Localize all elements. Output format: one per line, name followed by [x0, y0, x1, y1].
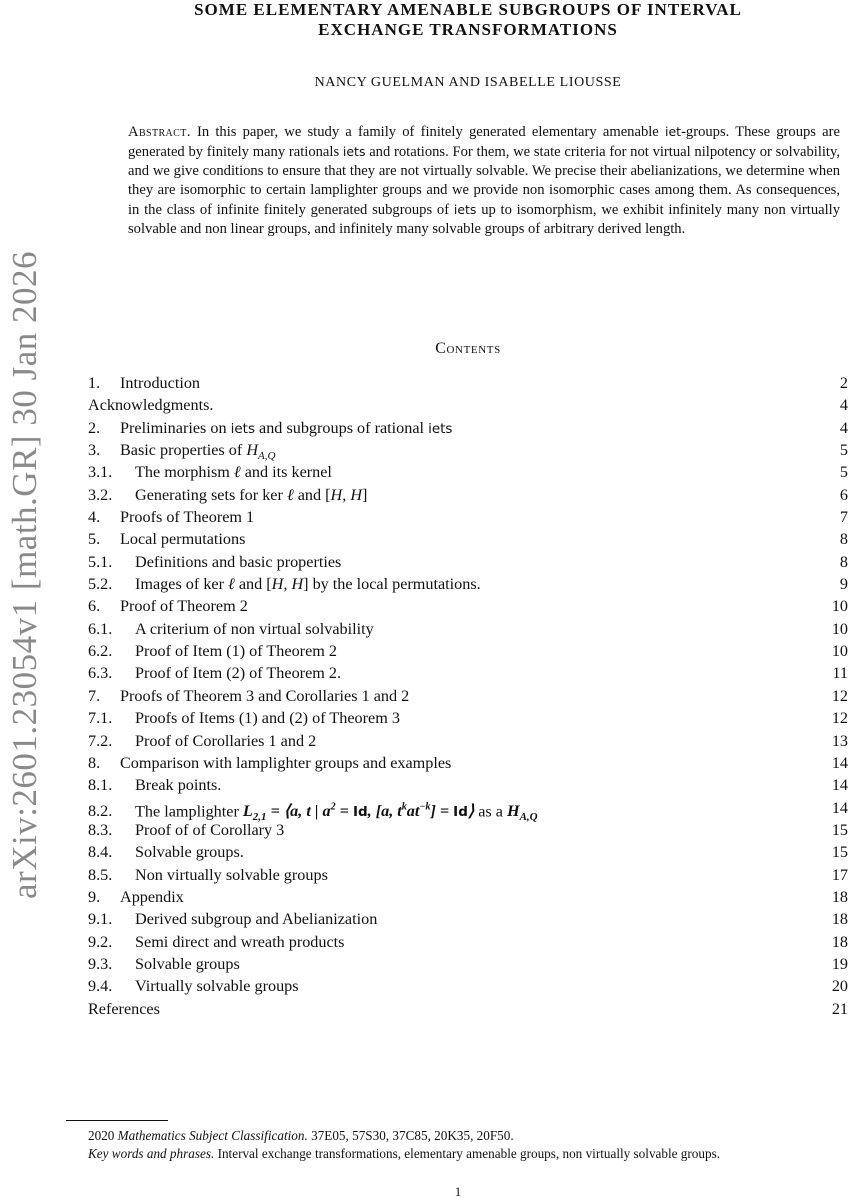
- toc-entry-proof-corollary-3[interactable]: [88, 819, 848, 841]
- toc-title: Proof of Corollaries 1 and 2: [135, 731, 317, 750]
- toc-title-part: and subgroups of rational: [254, 418, 429, 437]
- toc-entry-comparison[interactable]: [88, 752, 848, 774]
- footnote-keywords: [66, 1145, 846, 1163]
- toc-number: 8.3.: [88, 820, 113, 839]
- toc-number: 3.2.: [88, 485, 113, 504]
- keywords-text: Interval exchange transformations, elementary amenable groups, non virtually solvable groups.: [214, 1146, 720, 1161]
- toc-number: 7.2.: [88, 731, 113, 750]
- toc-math-superscript: 2: [330, 801, 336, 813]
- toc-entry-generating-sets[interactable]: [88, 484, 848, 506]
- toc-entry-introduction[interactable]: [88, 372, 848, 394]
- toc-title: Acknowledgments.: [88, 396, 214, 415]
- toc-math: ℓ: [233, 463, 241, 482]
- toc-number: 6.1.: [88, 619, 113, 638]
- toc-page: 9: [839, 575, 848, 594]
- title-line-2: EXCHANGE TRANSFORMATIONS: [318, 20, 618, 39]
- toc-number: 2.: [88, 418, 101, 437]
- toc-title: Solvable groups: [135, 954, 240, 973]
- toc-title-part: and its kernel: [240, 463, 332, 482]
- keywords-label: Key words and phrases.: [88, 1146, 215, 1161]
- toc-title-part: ]: [362, 485, 368, 504]
- toc-math-superscript: k: [401, 801, 407, 813]
- toc-entry-semi-direct[interactable]: [88, 931, 848, 953]
- toc-math-H: H: [507, 801, 520, 820]
- toc-page: 4: [839, 396, 848, 415]
- toc-title: Proof of Item (2) of Theorem 2.: [135, 664, 342, 683]
- abstract-text-4: up to isomorphism, we exhibit infinitely many non virtually solvable and non linear groups, and infinitely many solvable groups of arbitrary derived length.: [128, 202, 840, 237]
- toc-math-subscript: 2,1: [252, 811, 267, 824]
- toc-math-expr: ] =: [430, 801, 454, 820]
- toc-title: References: [88, 999, 160, 1018]
- toc-page: 10: [831, 597, 848, 616]
- toc-page: 11: [832, 664, 848, 683]
- toc-math: ℓ: [228, 575, 235, 594]
- toc-number: 5.: [88, 530, 101, 549]
- toc-number: 9.2.: [88, 932, 113, 951]
- toc-number: 9.4.: [88, 977, 113, 996]
- toc-page: 5: [839, 441, 848, 460]
- toc-number: 6.: [88, 597, 101, 616]
- toc-title: Proofs of Items (1) and (2) of Theorem 3: [135, 709, 400, 728]
- toc-title: Appendix: [120, 887, 184, 906]
- toc-number: 6.3.: [88, 664, 113, 683]
- contents-heading: Contents: [435, 340, 501, 357]
- toc-page: 15: [831, 820, 848, 839]
- toc-number: 7.: [88, 686, 101, 705]
- paper-authors: NANCY GUELMAN AND ISABELLE LIOUSSE: [314, 75, 622, 90]
- toc-entry-basic-properties[interactable]: [88, 439, 848, 461]
- title-line-1: SOME ELEMENTARY AMENABLE SUBGROUPS OF INTERVAL: [194, 0, 742, 19]
- toc-number: 5.2.: [88, 575, 113, 594]
- toc-number: 9.1.: [88, 910, 113, 929]
- toc-page: 18: [831, 932, 848, 951]
- toc-math-expr: at: [406, 801, 420, 820]
- toc-entry-proofs-theorem-1[interactable]: [88, 506, 848, 528]
- toc-page: 5: [839, 463, 848, 482]
- toc-math-id: Id: [352, 803, 368, 820]
- toc-page: 14: [831, 798, 848, 817]
- toc-number: 6.2.: [88, 642, 113, 661]
- arxiv-side-identifier-box: [0, 250, 50, 900]
- toc-page: 20: [831, 977, 848, 996]
- toc-page: 8: [839, 552, 848, 571]
- toc-number: 8.5.: [88, 865, 113, 884]
- abstract-text-1: In this paper, we study a family of finitely generated elementary amenable: [190, 124, 665, 140]
- toc-page: 17: [831, 865, 848, 884]
- abstract-iet-3: iets: [453, 202, 477, 217]
- toc-entry-criterium[interactable]: [88, 618, 848, 640]
- toc-entry-proof-corollaries[interactable]: [88, 730, 848, 752]
- toc-math-expr: =: [335, 801, 353, 820]
- toc-number: 8.: [88, 753, 101, 772]
- paper-title: [88, 0, 848, 40]
- toc-number: 8.4.: [88, 843, 113, 862]
- toc-number: 5.1.: [88, 552, 113, 571]
- toc-title: Solvable groups.: [135, 843, 244, 862]
- toc-entry-proofs-items[interactable]: [88, 707, 848, 729]
- toc-page: 10: [831, 642, 848, 661]
- toc-title: Proofs of Theorem 3 and Corollaries 1 and 2: [120, 686, 410, 705]
- toc-entry-proof-theorem-2[interactable]: [88, 595, 848, 617]
- toc-title-part: The lamplighter: [135, 801, 243, 820]
- toc-math: H, H: [330, 485, 363, 504]
- toc-entry-local-permutations[interactable]: [88, 528, 848, 550]
- toc-page: 12: [831, 709, 848, 728]
- toc-title: Proofs of Theorem 1: [120, 508, 255, 527]
- toc-title-part: as a: [474, 801, 507, 820]
- msc-label: Mathematics Subject Classification.: [117, 1128, 308, 1143]
- toc-title-part: The morphism: [135, 463, 234, 482]
- toc-title-part: and [: [234, 575, 272, 594]
- toc-page: 14: [831, 776, 848, 795]
- toc-math-id: Id: [453, 803, 468, 820]
- toc-title: Break points.: [135, 776, 222, 795]
- toc-math-expr: , [a, t: [367, 801, 402, 820]
- toc-page: 4: [839, 418, 848, 437]
- toc-title: Virtually solvable groups: [135, 977, 299, 996]
- toc-title: Definitions and basic properties: [135, 552, 342, 571]
- footnote-msc: [66, 1127, 846, 1145]
- toc-math-bold-H: [507, 801, 538, 824]
- abstract-text-3: and rotations. For them, we state criteria for not virtual nilpotency or solvability, and we give conditions to ensure that they are not virtually solvable. We precise their abelianizations, we determine when they are isomorphic to certain lamplighter groups and we provide non isomorphic cases among them. As consequences, in the class of infinite finitely generated subgroups of: [128, 144, 840, 218]
- abstract-text-2: -groups. These groups are generated by finitely many rationals: [128, 124, 840, 160]
- toc-title-part: Images of ker: [135, 575, 229, 594]
- toc-title: Derived subgroup and Abelianization: [135, 910, 378, 929]
- toc-page: 8: [839, 530, 848, 549]
- toc-entry-definitions[interactable]: [88, 551, 848, 573]
- toc-number: 7.1.: [88, 709, 113, 728]
- toc-title-part: ] by the local permutations.: [303, 575, 481, 594]
- toc-page: 15: [831, 843, 848, 862]
- toc-math-expr: = ⟨a, t | a: [266, 801, 331, 820]
- abstract-iet-2: iets: [342, 144, 366, 159]
- toc-page: 2: [839, 374, 848, 392]
- toc-iet: iets: [230, 420, 255, 437]
- toc-entry-appendix[interactable]: [88, 886, 848, 908]
- toc-math-subscript: A,Q: [258, 450, 276, 463]
- toc-title-part: and [: [293, 485, 331, 504]
- toc-title: Comparison with lamplighter groups and examples: [120, 753, 452, 772]
- toc-title: Proof of Item (1) of Theorem 2: [135, 642, 337, 661]
- toc-page: 18: [831, 887, 848, 906]
- toc-iet: iets: [428, 420, 453, 437]
- abstract: [128, 122, 840, 239]
- abstract-heading: Abstract.: [128, 124, 191, 140]
- toc-entry-solvable-groups[interactable]: [88, 841, 848, 863]
- footnotes: [66, 1127, 846, 1163]
- toc-page: 14: [831, 753, 848, 772]
- toc-title-part: Generating sets for ker: [135, 485, 287, 504]
- toc-title: A criterium of non virtual solvability: [135, 619, 374, 638]
- toc-entry-proof-item-2[interactable]: [88, 662, 848, 684]
- msc-year: 2020: [88, 1128, 118, 1143]
- toc-title: Proof of of Corollary 3: [135, 820, 285, 839]
- toc-entry-break-points[interactable]: [88, 774, 848, 796]
- toc-entry-appendix-solvable[interactable]: [88, 953, 848, 975]
- toc-entry-images[interactable]: [88, 573, 848, 595]
- table-of-contents: [88, 372, 848, 1020]
- toc-title: Proof of Theorem 2: [120, 597, 248, 616]
- toc-math: H, H: [271, 575, 304, 594]
- toc-number: 3.1.: [88, 463, 113, 482]
- toc-page: 7: [839, 508, 848, 527]
- page-number: 1: [454, 1184, 462, 1199]
- toc-number: 8.1.: [88, 776, 113, 795]
- toc-entry-non-virtually-solvable[interactable]: [88, 864, 848, 886]
- toc-number: 4.: [88, 508, 101, 527]
- toc-page: 6: [839, 485, 848, 504]
- toc-page: 18: [831, 910, 848, 929]
- toc-title: Introduction: [120, 374, 201, 392]
- toc-title: Non virtually solvable groups: [135, 865, 328, 884]
- toc-math-L: L: [242, 801, 253, 820]
- arxiv-side-identifier: arXiv:2601.23054v1 [math.GR] 30 Jan 2026: [5, 251, 45, 899]
- toc-entry-derived-subgroup[interactable]: [88, 908, 848, 930]
- toc-number: 9.: [88, 887, 101, 906]
- toc-page: 19: [831, 954, 848, 973]
- toc-number: 3.: [88, 441, 101, 460]
- toc-number: 9.3.: [88, 954, 113, 973]
- toc-entry-lamplighter[interactable]: [88, 797, 848, 824]
- toc-page: 10: [831, 619, 848, 638]
- msc-codes: 37E05, 57S30, 37C85, 20K35, 20F50.: [307, 1128, 514, 1143]
- toc-math: ℓ: [286, 485, 294, 504]
- toc-title: Semi direct and wreath products: [135, 932, 345, 951]
- toc-title: Basic properties of: [120, 441, 247, 460]
- toc-page: 12: [831, 686, 848, 705]
- toc-entry-proof-item-1[interactable]: [88, 640, 848, 662]
- toc-entry-references[interactable]: [88, 998, 848, 1020]
- toc-title: Local permutations: [120, 530, 246, 549]
- toc-entry-morphism[interactable]: [88, 461, 848, 483]
- footnote-rule: [66, 1120, 168, 1121]
- toc-entry-acknowledgments[interactable]: [88, 394, 848, 416]
- toc-math-expr: ⟩: [467, 801, 475, 820]
- toc-math-bold: [242, 801, 475, 824]
- abstract-iet-1: iet: [664, 124, 682, 139]
- toc-page: 21: [831, 999, 848, 1018]
- toc-math: H: [246, 441, 259, 460]
- toc-page: 13: [831, 731, 848, 750]
- toc-title-part: Preliminaries on: [120, 418, 231, 437]
- toc-entry-preliminaries[interactable]: [88, 417, 848, 439]
- toc-number: 1.: [88, 374, 101, 392]
- toc-entry-proofs-theorem-3[interactable]: [88, 685, 848, 707]
- toc-number: 8.2.: [88, 801, 113, 820]
- toc-entry-virtually-solvable[interactable]: [88, 975, 848, 997]
- toc-math-subscript: A,Q: [519, 811, 538, 824]
- toc-math-superscript: −k: [419, 801, 431, 813]
